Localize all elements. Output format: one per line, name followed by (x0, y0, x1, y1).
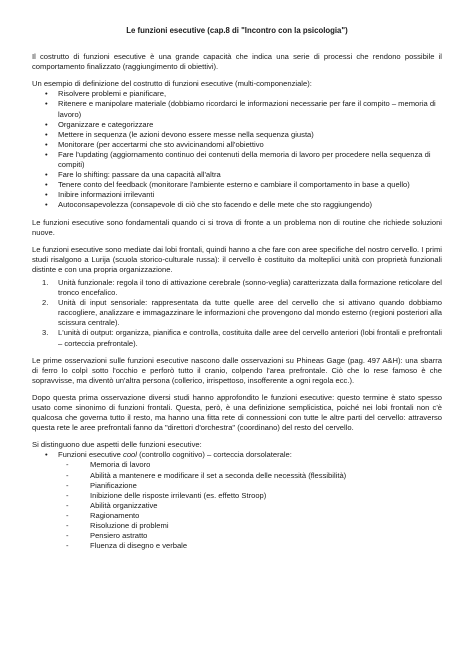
cool-function-item: - Inibizione delle risposte irrilevanti (es. effetto Stroop) (32, 491, 442, 501)
unit-item (32, 328, 442, 348)
unit-number: 1. (42, 277, 49, 287)
aspect-cool-prefix: Funzioni esecutive (58, 450, 124, 460)
cool-function-item: - Risoluzione di problemi (32, 521, 442, 531)
cool-function-item: - Abilità organizzative (32, 501, 442, 511)
component-item: • Inibire informazioni irrilevanti (32, 190, 442, 200)
cool-function-item: - Abilità a mantenere e modificare il set a seconda delle necessità (flessibilità) (32, 471, 442, 481)
component-item: • Autoconsapevolezza (consapevole di ciò che sto facendo e delle mete che sto raggiungendo) (32, 200, 442, 210)
unit-text: L'unità di output: organizza, pianifica e controlla, costituita dalle aree del cervello anteriori (lobi frontali e prefrontali – corteccia prefrontale). (58, 328, 442, 348)
cool-function-item: - Ragionamento (32, 511, 442, 521)
gage-paragraph: Le prime osservazioni sulle funzioni esecutive nascono dalle osservazioni su Phineas Gage (pag. 497 A&H): una sbarra di ferro lo colpì sotto l'occhio e perforò tutto il cranio, colpendo l'area prefrontale. Ciò che lo rese famoso è che sopravvisse, ma diventò un'altra persona (collerico, irrispettoso, insofferente a ogni regola ecc.). (32, 355, 442, 385)
intro-paragraph: Il costrutto di funzioni esecutive è una grande capacità che indica una serie di processi che rendono possibile il comportamento finalizzato (raggiungimento di obiettivi). (32, 52, 442, 72)
component-item: • Fare l'updating (aggiornamento continuo dei contenuti della memoria di lavoro per procedere nella sequenza di compiti) (32, 150, 442, 170)
component-item: • Risolvere problemi e pianificare, (32, 89, 442, 99)
aspects-list (32, 450, 442, 460)
unit-text: Unità di input sensoriale: rappresentata da tutte quelle aree del cervello che si attivano quando dobbiamo raccogliere, analizzare e immagazzinare le informazioni che provengono dal mondo esterno (regioni posteriori alla scissura centrale). (58, 298, 442, 328)
component-item: • Ritenere e manipolare materiale (dobbiamo ricordarci le informazioni necessarie per fare il compito – memoria di lavoro) (32, 99, 442, 119)
component-item: • Tenere conto del feedback (monitorare l'ambiente esterno e cambiare il comportamento in base a quello) (32, 180, 442, 190)
after-paragraph: Dopo questa prima osservazione diversi studi hanno approfondito le funzioni esecutive: questo termine è stato spesso usato come sinonimo di funzioni frontali. Questa, però, è una definizione semplicistica, poiché nei lobi frontali non c'è qualcosa che governa tutto il resto, ma hanno una fitta rete di connessioni con tutte le altre parti del cervello: attraverso questa rete le aree prefrontali fanno da "direttori d'orchestra" (coordinano) del resto del cervello. (32, 392, 442, 433)
aspect-cool-suffix: (controllo cognitivo) – corteccia dorsolaterale: (136, 450, 292, 460)
cool-items-list (32, 460, 442, 551)
example-lead: Un esempio di definizione del costrutto di funzioni esecutive (multi-componenziale): (32, 79, 312, 89)
cool-function-item: - Memoria di lavoro (32, 460, 442, 470)
cool-function-item: - Pensiero astratto (32, 531, 442, 541)
unit-item (32, 298, 442, 328)
unit-number: 3. (42, 328, 49, 338)
cool-function-item: - Pianificazione (32, 481, 442, 491)
component-item: • Mettere in sequenza (le azioni devono essere messe nella sequenza giusta) (32, 130, 442, 140)
fundamental-paragraph: Le funzioni esecutive sono fondamentali quando ci si trova di fronte a un problema non di routine che richiede soluzioni nuove. (32, 217, 442, 237)
components-list (32, 89, 442, 210)
unit-item (32, 278, 442, 298)
page-title: Le funzioni esecutive (cap.8 di "Incontro con la psicologia") (126, 26, 348, 35)
aspect-cool-item (32, 450, 442, 460)
component-item: • Monitorare (per accertarmi che sto avvicinandomi all'obiettivo (32, 140, 442, 150)
component-item: • Fare lo shifting: passare da una capacità all'altra (32, 170, 442, 180)
units-list (32, 278, 442, 349)
unit-text: Unità funzionale: regola il tono di attivazione cerebrale (sonno-veglia) caratterizzata dalla formazione reticolare del tronco encefalico. (58, 277, 442, 298)
component-item: • Organizzare e categorizzare (32, 120, 442, 130)
cool-function-item: - Fluenza di disegno e verbale (32, 541, 442, 551)
frontal-paragraph: Le funzioni esecutive sono mediate dai lobi frontali, quindi hanno a che fare con aree specifiche del nostro cervello. I primi studi risalgono a Lurija (scuola storico-culturale russa): il cervello è costituito da molteplici unità con proprietà funzionali distinte e con una propria organizzazione. (32, 244, 442, 274)
distinguish-paragraph: Si distinguono due aspetti delle funzioni esecutive: (32, 440, 202, 450)
aspect-cool-italic: cool (123, 450, 137, 460)
unit-number: 2. (42, 298, 49, 308)
